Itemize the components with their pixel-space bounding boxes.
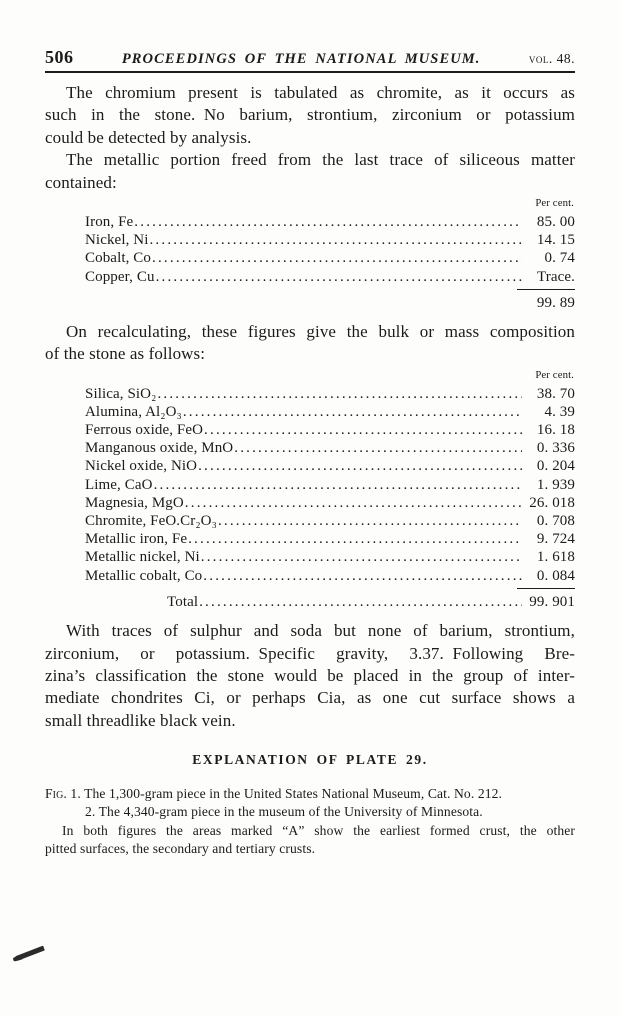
dot-leader	[199, 593, 522, 611]
page-body	[45, 82, 575, 859]
caption-note-line: pitted surfaces, the secondary and tertiary crusts.	[45, 841, 316, 857]
dot-leader	[234, 439, 522, 457]
row-label: Metallic cobalt, Co	[85, 567, 203, 584]
figure-label: Fig.	[45, 785, 67, 801]
bulk-composition-table	[85, 369, 575, 611]
header-rule	[45, 71, 575, 73]
text-line: contained:	[45, 172, 117, 192]
dot-leader	[149, 231, 522, 249]
row-label: Magnesia, MgO	[85, 494, 184, 511]
row-label: Nickel oxide, NiO	[85, 458, 198, 475]
dot-leader	[183, 403, 522, 421]
metallic-composition-table	[85, 197, 575, 312]
table-row	[85, 231, 575, 249]
row-value: 16. 18	[536, 422, 575, 439]
table-row	[85, 421, 575, 439]
paragraph-chromium	[45, 82, 575, 149]
table-row	[85, 567, 575, 585]
volume-label: vol. 48.	[528, 51, 575, 66]
row-value: 0. 204	[536, 458, 575, 475]
total-value: 99. 901	[529, 593, 575, 610]
dot-leader	[203, 567, 522, 585]
text-line: The metallic portion freed from the last trace of siliceous matter	[66, 150, 575, 170]
dot-leader	[201, 548, 522, 566]
row-label: Silica, SiO₂	[85, 385, 157, 402]
row-value: 0. 336	[536, 440, 575, 457]
dot-leader	[154, 476, 522, 494]
pen-mark-artifact	[14, 946, 45, 962]
text-line: zina’s classification the stone would be placed in the group of inter-	[45, 665, 575, 685]
text-line: zirconium, or potassium. Specific gravity, 3.37. Following Bre-	[45, 643, 575, 663]
table-total: 99. 89	[536, 294, 575, 311]
row-value: 26. 018	[529, 494, 575, 511]
text-line: such in the stone. No barium, strontium, zirconium or potassium	[45, 105, 575, 125]
table-row	[85, 457, 575, 475]
plate-captions	[45, 785, 575, 859]
table-total-row	[85, 593, 575, 611]
table-row	[85, 213, 575, 231]
plate-explanation-heading: EXPLANATION OF PLATE 29.	[192, 752, 428, 768]
row-value: 0. 084	[536, 567, 575, 584]
row-label: Ferrous oxide, FeO	[85, 422, 204, 439]
row-label: Metallic iron, Fe	[85, 531, 188, 548]
row-value: Trace.	[537, 268, 575, 285]
row-value: 0. 708	[536, 513, 575, 530]
paragraph-metallic-portion	[45, 149, 575, 194]
table-row	[85, 530, 575, 548]
paragraph-recalculating	[45, 321, 575, 366]
row-label: Manganous oxide, MnO	[85, 440, 234, 457]
table-row	[85, 249, 575, 267]
row-value: 0. 74	[544, 250, 575, 267]
page-header	[45, 47, 575, 68]
dot-leader	[157, 385, 522, 403]
caption-note-line: In both figures the areas marked “A” show the earliest formed crust, the other	[62, 822, 575, 838]
page-number: 506	[45, 47, 74, 67]
dot-leader	[198, 457, 522, 475]
row-value: 85. 00	[536, 214, 575, 231]
table-row	[85, 494, 575, 512]
total-label: Total	[167, 593, 199, 610]
row-label: Lime, CaO	[85, 476, 153, 493]
text-line: With traces of sulphur and soda but none of barium, strontium,	[66, 621, 575, 641]
row-label: Iron, Fe	[85, 214, 134, 231]
row-value: 14. 15	[536, 232, 575, 249]
dot-leader	[134, 213, 522, 231]
table-row	[85, 476, 575, 494]
text-line: On recalculating, these figures give the bulk or mass composition	[66, 321, 575, 341]
text-line: mediate chondrites Ci, or perhaps Cia, as one cut surface shows a	[45, 688, 575, 708]
text-line: small threadlike black vein.	[45, 710, 236, 730]
row-value: 38. 70	[536, 385, 575, 402]
table-row	[85, 439, 575, 457]
percent-column-header: Per cent.	[535, 368, 574, 381]
dot-leader	[218, 512, 522, 530]
figure-2-caption: 2. The 4,340-gram piece in the museum of the University of Minnesota.	[85, 804, 483, 820]
table-row	[85, 512, 575, 530]
percent-column-header: Per cent.	[535, 197, 574, 210]
row-label: Metallic nickel, Ni	[85, 549, 200, 566]
row-value: 9. 724	[536, 531, 575, 548]
figure-1-text: 1. The 1,300-gram piece in the United States National Museum, Cat. No. 212.	[70, 785, 503, 801]
table-row	[85, 268, 575, 286]
dot-leader	[188, 530, 522, 548]
row-label: Alumina, Al₂O₃	[85, 403, 182, 420]
text-line: The chromium present is tabulated as chromite, as it occurs as	[66, 83, 575, 102]
table-row	[85, 403, 575, 421]
row-label: Chromite, FeO.Cr₂O₃	[85, 513, 217, 530]
total-rule	[517, 289, 575, 290]
table-row	[85, 385, 575, 403]
row-label: Copper, Cu	[85, 268, 155, 285]
figure-1-caption	[45, 785, 575, 804]
dot-leader	[152, 249, 522, 267]
row-value: 4. 39	[544, 403, 575, 420]
row-label: Cobalt, Co	[85, 250, 152, 267]
dot-leader	[204, 421, 522, 439]
row-value: 1. 618	[536, 549, 575, 566]
paragraph-traces	[45, 620, 575, 732]
text-line: could be detected by analysis.	[45, 127, 252, 147]
row-label: Nickel, Ni	[85, 232, 149, 249]
text-line: of the stone as follows:	[45, 344, 206, 364]
dot-leader	[156, 268, 522, 286]
total-rule	[517, 588, 575, 589]
row-value: 1. 939	[536, 476, 575, 493]
table-row	[85, 548, 575, 566]
dot-leader	[185, 494, 522, 512]
running-title: PROCEEDINGS OF THE NATIONAL MUSEUM.	[121, 51, 481, 67]
